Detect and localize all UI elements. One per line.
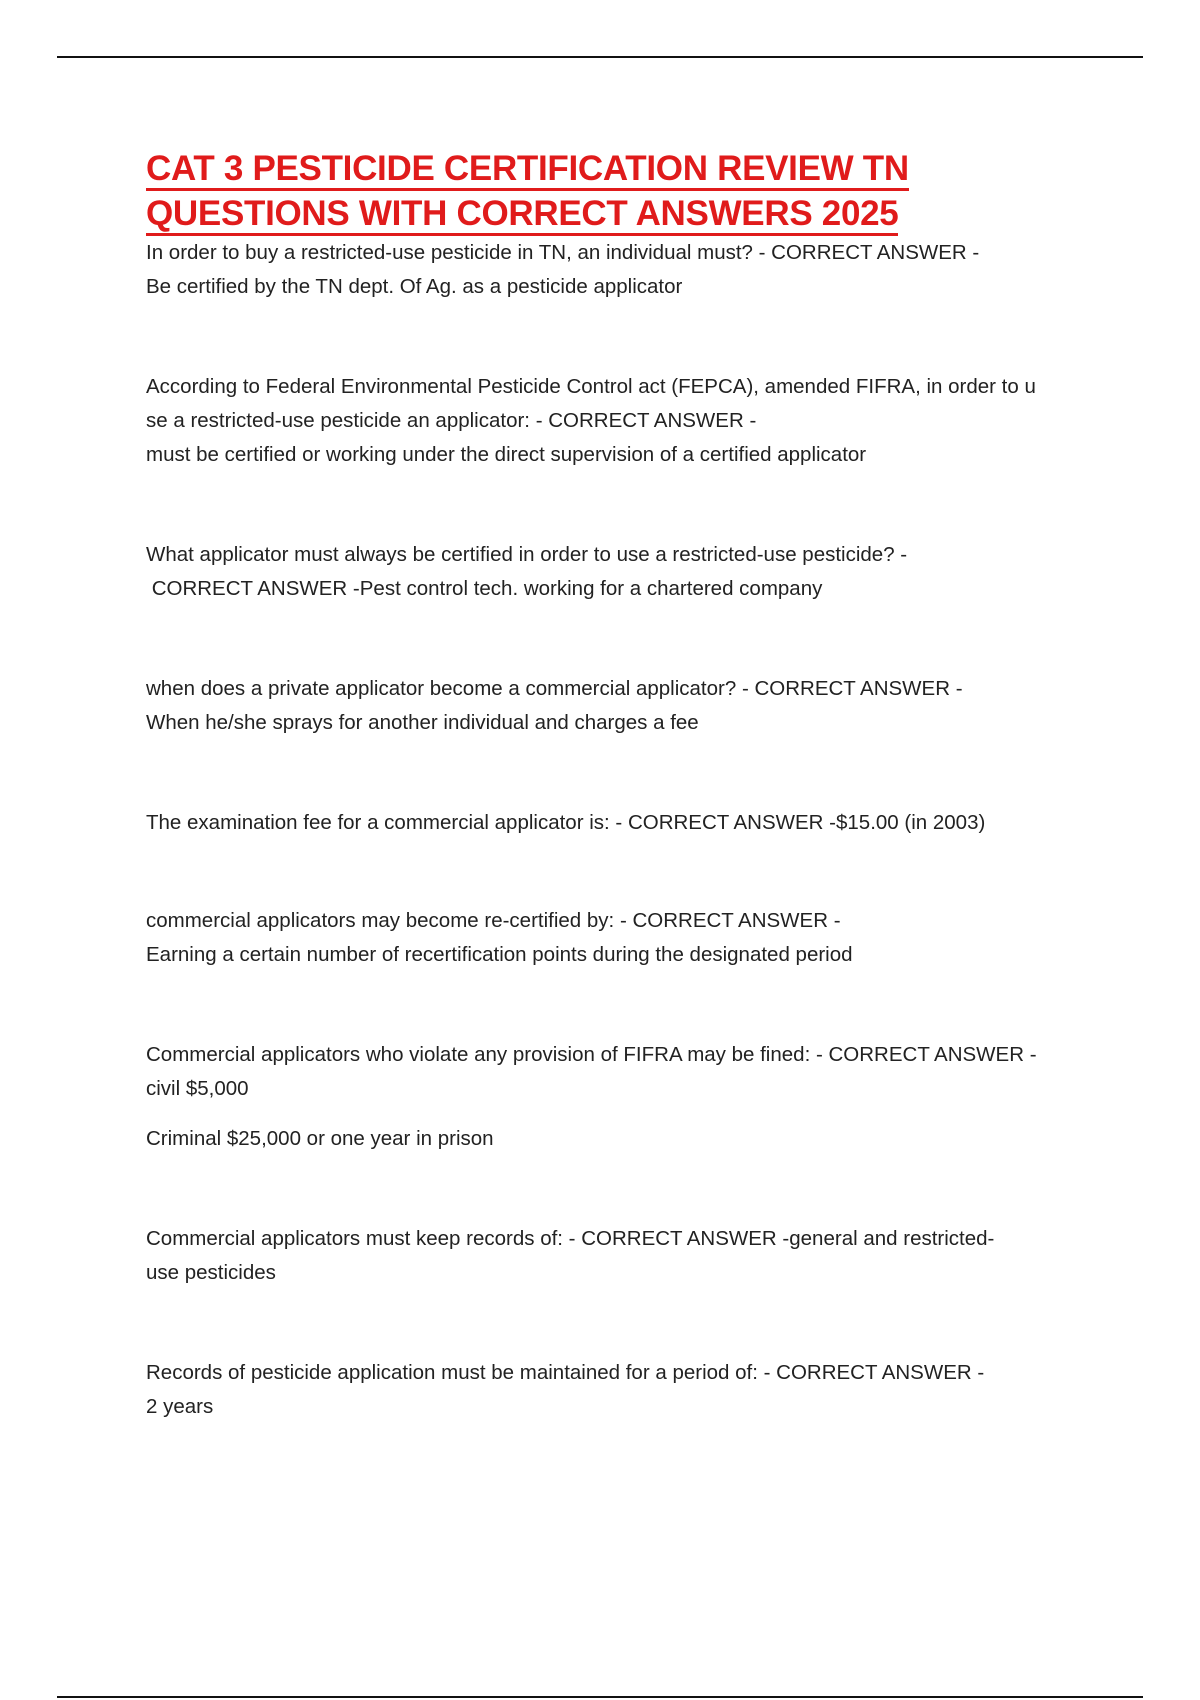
qa-line: CORRECT ANSWER -Pest control tech. working for a chartered company <box>146 577 823 600</box>
qa-line: In order to buy a restricted-use pesticide in TN, an individual must? - CORRECT ANSWER - <box>146 241 980 264</box>
qa-line: when does a private applicator become a commercial applicator? - CORRECT ANSWER - <box>146 677 963 700</box>
qa-line: Commercial applicators who violate any provision of FIFRA may be fined: - CORRECT ANSWER - <box>146 1043 1037 1066</box>
qa-line: According to Federal Environmental Pesticide Control act (FEPCA), amended FIFRA, in order to u <box>146 375 1036 398</box>
qa-item <box>146 1356 1096 1424</box>
qa-item <box>146 904 1096 972</box>
qa-line: must be certified or working under the direct supervision of a certified applicator <box>146 443 867 466</box>
qa-line: The examination fee for a commercial applicator is: - CORRECT ANSWER -$15.00 (in 2003) <box>146 811 986 834</box>
qa-item <box>146 1222 1096 1290</box>
footer-rule <box>57 1696 1143 1698</box>
qa-line: Criminal $25,000 or one year in prison <box>146 1127 494 1150</box>
qa-list <box>146 236 1096 1424</box>
title-line-2: QUESTIONS WITH CORRECT ANSWERS 2025 <box>146 194 898 236</box>
qa-item <box>146 672 1096 740</box>
qa-line: When he/she sprays for another individual and charges a fee <box>146 711 699 734</box>
qa-line: Commercial applicators must keep records of: - CORRECT ANSWER -general and restricted- <box>146 1227 995 1250</box>
document-body <box>146 146 1096 1424</box>
document-title <box>146 146 1096 236</box>
qa-line: What applicator must always be certified in order to use a restricted-use pesticide? - <box>146 543 908 566</box>
qa-line: Earning a certain number of recertification points during the designated period <box>146 943 853 966</box>
qa-item <box>146 370 1096 472</box>
qa-line: use pesticides <box>146 1261 276 1284</box>
qa-line: se a restricted-use pesticide an applicator: - CORRECT ANSWER - <box>146 409 757 432</box>
qa-item <box>146 538 1096 606</box>
qa-item <box>146 1038 1096 1156</box>
header-rule <box>57 56 1143 58</box>
title-line-1: CAT 3 PESTICIDE CERTIFICATION REVIEW TN <box>146 149 909 191</box>
qa-line: commercial applicators may become re-certified by: - CORRECT ANSWER - <box>146 909 841 932</box>
qa-line: Be certified by the TN dept. Of Ag. as a pesticide applicator <box>146 275 683 298</box>
qa-item <box>146 236 1096 304</box>
qa-line: Records of pesticide application must be maintained for a period of: - CORRECT ANSWER - <box>146 1361 985 1384</box>
qa-line: civil $5,000 <box>146 1077 249 1100</box>
qa-item <box>146 806 1096 840</box>
qa-line: 2 years <box>146 1395 214 1418</box>
